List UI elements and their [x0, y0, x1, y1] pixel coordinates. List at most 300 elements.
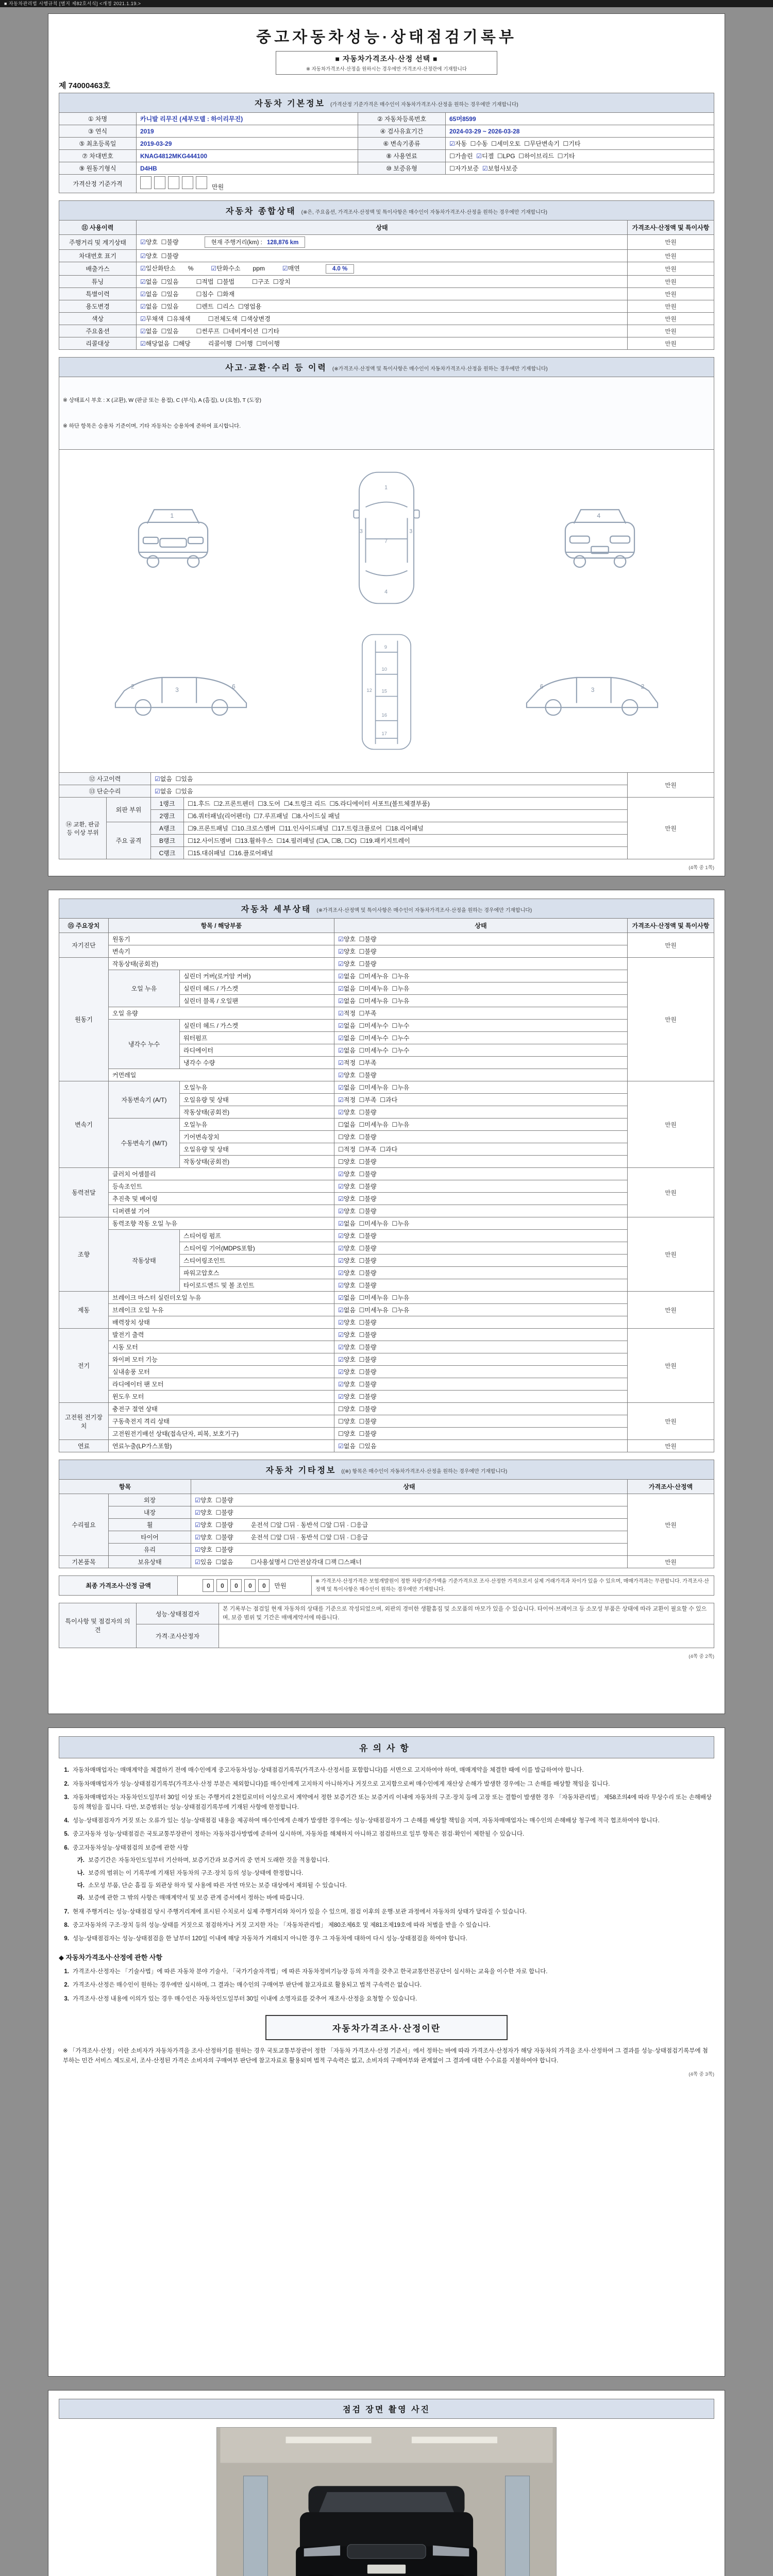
item-cell: 디퍼렌셜 기어: [109, 1205, 334, 1217]
accident-history-state: ☑없음 ☐있음: [151, 773, 628, 785]
row-label: 차대번호 표기: [59, 250, 137, 262]
checkbox-unchecked-icon: ☐: [392, 1047, 398, 1055]
amount-digit-box: 0: [216, 1579, 228, 1592]
item-cell: 워터펌프: [180, 1032, 334, 1044]
notice-text: 중고자동차 성능·상태점검은 국토교통부장관이 정하는 자동차검사방법에 준하여 실시하며, 자동차를 해체하지 아니하고 점검하므로 일부 항목은 점검·확인이 제한될 수 있습니다.: [73, 1831, 525, 1838]
checkbox-unchecked-icon: ☐: [392, 973, 398, 980]
inspection-photo-front: [216, 2427, 557, 2576]
checkbox-unchecked-icon: ☐: [338, 1133, 344, 1141]
section-title-note: (※은, 주요옵션, 가격조사·산정액 및 특이사항은 매수인이 자동차가격조사·산정을 원하는 경우에만 기재합니다): [301, 210, 547, 215]
checkbox-unchecked-icon: ☐: [217, 291, 223, 298]
checkbox-checked-icon: ☑: [338, 1195, 344, 1203]
group-cell: 수리필요: [59, 1494, 109, 1556]
opinion-text-1: 본 기록부는 점검일 현재 자동차의 상태를 기준으로 작성되었으며, 외판의 경미한 생활흠집 및 소모품의 마모가 있을 수 있습니다. 타이어·브레이크 등 소모성 부품은 상태에 따라 교환이 필요할 수 있으며, 보증 범위 및 기간은 매매계약서에 따릅니다.: [219, 1603, 714, 1624]
opinion-who-2: 가격·조사산정자: [137, 1624, 219, 1648]
inline-value-box: [205, 236, 306, 248]
checkbox-checked-icon: ☑: [338, 1393, 344, 1401]
checkbox-unchecked-icon: ☐: [215, 1546, 222, 1554]
checkbox-unchecked-icon: ☐: [392, 1035, 398, 1042]
table-row: [59, 150, 714, 162]
checkbox-checked-icon: ☑: [338, 985, 344, 993]
notices-title: 유의사항: [59, 1736, 714, 1758]
photos-title: 점검 장면 촬영 사진: [59, 2399, 714, 2419]
row-label: 특별이력: [59, 288, 137, 300]
table-row: [59, 822, 714, 835]
status-cell: ☑없음 ☐미세누수 ☐누수: [334, 1032, 628, 1044]
status-cell: ☑양호 ☐불량: [334, 1378, 628, 1391]
checkbox-group: ☑양호 ☐불량: [195, 1534, 233, 1541]
price-cell: 만원: [628, 1329, 714, 1403]
notice-text: 보증에 관한 그 밖의 사항은 매매계약서 및 보증 관계 증서에서 정하는 바에 따릅니다.: [88, 1895, 305, 1902]
table-row: [59, 1020, 714, 1032]
table-row: [59, 1353, 714, 1366]
item-cell: 고전원전기배선 상태(접속단자, 피복, 보호기구): [109, 1428, 334, 1440]
detail-title: [59, 899, 714, 919]
status-cell: [191, 1531, 628, 1544]
checkbox-unchecked-icon: ☐: [392, 1121, 398, 1129]
inline-value-box: [326, 264, 354, 274]
checkbox-unchecked-icon: ☐: [173, 340, 179, 347]
table-row: [59, 313, 714, 325]
page-footer: (4쪽 중 1쪽): [688, 865, 714, 871]
checkbox-unchecked-icon: ☐: [213, 800, 220, 808]
simple-repair-state: ☑없음 ☐있음: [151, 785, 628, 798]
checkbox-unchecked-icon: ☐: [359, 1232, 365, 1240]
checkbox-unchecked-icon: ☐: [283, 1521, 290, 1529]
status-cell: [191, 1556, 628, 1568]
table-row: [59, 1556, 714, 1568]
section-title-text: 자동차 기타정보: [265, 1466, 337, 1476]
checkbox-unchecked-icon: ☐: [231, 825, 238, 833]
status-cell: ☑양호 ☐불량: [334, 1242, 628, 1255]
row-label: 색상: [59, 313, 137, 325]
checkbox-unchecked-icon: ☐: [215, 1509, 222, 1517]
checkbox-unchecked-icon: ☐: [449, 152, 455, 160]
checkbox-group: ☑있음 ☐없음: [195, 1558, 233, 1566]
table-row: [59, 250, 714, 262]
svg-text:3: 3: [591, 686, 595, 694]
col-state: 상태: [191, 1480, 628, 1494]
device-cell: 제동: [59, 1292, 109, 1329]
status-cell: [191, 1519, 628, 1531]
notice-number: 라.: [77, 1895, 85, 1902]
notice-number: 1.: [64, 1767, 69, 1774]
price-cell: 만원: [628, 1292, 714, 1329]
checkbox-checked-icon: ☑: [140, 315, 146, 323]
checkbox-unchecked-icon: ☐: [252, 278, 258, 285]
status-cell: ☐양호 ☐불량: [334, 1131, 628, 1143]
field-value: D4HB: [137, 162, 358, 175]
checkbox-checked-icon: ☑: [282, 265, 288, 272]
checkbox-unchecked-icon: ☐: [344, 837, 350, 845]
final-price-digits: [203, 1582, 286, 1589]
checkbox-unchecked-icon: ☐: [392, 1307, 398, 1314]
subgroup-cell: 작동상태: [109, 1230, 180, 1292]
row-label: 용도변경: [59, 300, 137, 313]
checkbox-checked-icon: ☑: [338, 1319, 344, 1327]
status-cell: ☑양호 ☐불량: [334, 1230, 628, 1242]
checkbox-unchecked-icon: ☐: [276, 837, 282, 845]
price-cell: 만원: [628, 1403, 714, 1440]
checkbox-checked-icon: ☑: [338, 948, 344, 956]
checkbox-unchecked-icon: ☐: [333, 1534, 340, 1541]
status-cell: ☐양호 ☐불량: [334, 1428, 628, 1440]
col-price: 가격조사·산정액: [628, 1480, 714, 1494]
item-cell: 파워고압호스: [180, 1267, 334, 1279]
checkbox-unchecked-icon: ☐: [497, 152, 503, 160]
subgroup-cell: 자동변속기 (A/T): [109, 1081, 180, 1118]
other-info-table: [59, 1460, 714, 1568]
document-subnote: ※ 자동차가격조사·산정을 원하시는 경우에만 가격조사·산정란에 기재합니다: [306, 66, 467, 72]
car-diagram-row-1: [59, 464, 714, 612]
item-cell: 타이로드엔드 및 볼 조인트: [180, 1279, 334, 1292]
checkbox-unchecked-icon: ☐: [360, 837, 366, 845]
checkbox-unchecked-icon: ☐: [235, 837, 241, 845]
status-cell: ☐양호 ☐불량: [334, 1403, 628, 1415]
car-side-view-left-diagram: [109, 661, 253, 723]
opinion-row-1: [59, 1603, 714, 1624]
table-row: [59, 1316, 714, 1329]
checkbox-group: ☑해당없음 ☐해당: [140, 340, 191, 347]
checkbox-unchecked-icon: ☐: [175, 788, 181, 795]
price-cell: 만원: [628, 300, 714, 313]
item-cell: 시동 모터: [109, 1341, 334, 1353]
checkbox-unchecked-icon: ☐: [449, 165, 455, 172]
table-row: [59, 1341, 714, 1353]
checkbox-checked-icon: ☑: [338, 1331, 344, 1339]
item-cell: 실린더 커버(로커암 커버): [180, 970, 334, 982]
subgroup-cell: 냉각수 누수: [109, 1020, 180, 1069]
checkbox-unchecked-icon: ☐: [359, 1010, 365, 1018]
checkbox-unchecked-icon: ☐: [359, 973, 365, 980]
row-label: 주요옵션: [59, 325, 137, 337]
amount-unit: 만원: [212, 183, 224, 191]
checkbox-unchecked-icon: ☐: [331, 837, 337, 845]
table-row: [59, 1329, 714, 1341]
checkbox-unchecked-icon: ☐: [283, 1534, 290, 1541]
checkbox-checked-icon: ☑: [338, 1269, 344, 1277]
item-cell: 작동상태(공회전): [109, 958, 334, 970]
notice-number: 다.: [77, 1882, 85, 1889]
svg-text:15: 15: [381, 688, 388, 694]
checkbox-group: ☐전체도색 ☐색상변경: [208, 315, 271, 323]
checkbox-unchecked-icon: ☐: [273, 278, 279, 285]
status-cell: ☑양호 ☐불량: [334, 1366, 628, 1378]
rank-cell: C랭크: [151, 847, 184, 859]
item-cell: 오일유량 및 상태: [180, 1143, 334, 1156]
rank-items-cell: ☐12.사이드멤버 ☐13.휠하우스 ☐14.필러패널 (☐A, ☐B, ☐C) ☐19.패키지트레이: [184, 835, 628, 847]
item-cell: 기어변속장치: [180, 1131, 334, 1143]
status-cell: ☑없음 ☐미세누유 ☐누유: [334, 1217, 628, 1230]
car-front-view-diagram: [124, 499, 222, 577]
status-cell: ☑없음 ☐미세누유 ☐누유: [334, 1292, 628, 1304]
item-cell: 오일유량 및 상태: [180, 1094, 334, 1106]
notice-number: 1.: [64, 1968, 69, 1975]
final-price-amount: [178, 1576, 312, 1596]
checkbox-group: 리콜이행 ☐이행 ☐미이행: [208, 340, 280, 347]
checkbox-checked-icon: ☑: [140, 265, 146, 272]
document-subtitle: ■ 자동차가격조사·산정 선택 ■: [335, 55, 438, 63]
checkbox-checked-icon: ☑: [338, 1022, 344, 1030]
table-row: [59, 1292, 714, 1304]
col-price: 가격조사·산정액 및 특이사항: [628, 919, 714, 933]
checkbox-unchecked-icon: ☐: [359, 1072, 365, 1079]
notice-number: 2.: [64, 1982, 69, 1989]
checkbox-checked-icon: ☑: [338, 1035, 344, 1042]
item-cell: 유리: [109, 1544, 191, 1556]
item-cell: 스티어링 기어(MDPS포함): [180, 1242, 334, 1255]
notice-number: 8.: [64, 1922, 69, 1929]
item-cell: 작동상태(공회전): [180, 1156, 334, 1168]
item-cell: 등속조인트: [109, 1180, 334, 1193]
checkbox-group: ☑없음 ☐있음: [140, 291, 179, 298]
checkbox-checked-icon: ☑: [449, 140, 455, 147]
svg-text:9: 9: [384, 644, 387, 650]
car-diagram-row-2: [59, 626, 714, 758]
status-cell: [137, 337, 628, 350]
checkbox-checked-icon: ☑: [338, 1109, 344, 1116]
checkbox-checked-icon: ☑: [338, 1220, 344, 1228]
checkbox-group: ☑매연: [282, 265, 300, 272]
checkbox-unchecked-icon: ☐: [359, 1282, 365, 1290]
checkbox-group: ☑양호 ☐불량: [140, 252, 179, 260]
price-cell: 만원: [628, 798, 714, 859]
checkbox-checked-icon: ☑: [338, 1381, 344, 1388]
other-info-title: [59, 1460, 714, 1480]
item-cell: 추진축 및 베어링: [109, 1193, 334, 1205]
page-1: [48, 13, 725, 876]
price-cell: 만원: [628, 1440, 714, 1452]
table-row: [59, 162, 714, 175]
checkbox-group: ☑양호 ☐불량: [195, 1521, 233, 1529]
notice-subitem: [74, 1881, 714, 1890]
device-cell: 동력전달: [59, 1168, 109, 1217]
checkbox-group: ☑없음 ☐있음: [140, 303, 179, 310]
checkbox-unchecked-icon: ☐: [217, 278, 223, 285]
checkbox-unchecked-icon: ☐: [392, 1294, 398, 1302]
checkbox-unchecked-icon: ☐: [161, 328, 167, 335]
notice-text: 현재 주행거리는 성능·상태점검 당시 주행거리계에 표시된 수치로서 실제 주행거리와 차이가 있을 수 있으며, 점검 이후의 운행·보관 과정에서 자동차의 상태가 달라질 수 있습니다.: [73, 1908, 527, 1915]
checkbox-unchecked-icon: ☐: [359, 1368, 365, 1376]
checkbox-group: ☐적법 ☐불법: [196, 278, 235, 285]
svg-text:6: 6: [540, 683, 544, 690]
status-cell: [137, 313, 628, 325]
section-title-text: 자동차 종합상태: [226, 207, 296, 216]
section-title-note: (가격산정 기준가격은 매수인이 자동차가격조사·산정을 원하는 경우에만 기재합니다): [330, 102, 518, 108]
notice-item: [59, 1843, 714, 1853]
status-cell: [137, 288, 628, 300]
checkbox-unchecked-icon: ☐: [359, 1220, 365, 1228]
checkbox-unchecked-icon: ☐: [359, 1331, 365, 1339]
price-cell: 만원: [628, 235, 714, 250]
status-cell: ☑양호 ☐불량: [334, 1205, 628, 1217]
price-notices-list: [59, 1967, 714, 2004]
checkbox-unchecked-icon: ☐: [359, 948, 365, 956]
table-row: [59, 276, 714, 288]
field-value: ☐자가보증 ☑보험사보증: [446, 162, 714, 175]
field-label: ⑤ 최초등록일: [59, 138, 137, 150]
item-cell: 스티어링 펌프: [180, 1230, 334, 1242]
checkbox-unchecked-icon: ☐: [161, 303, 167, 310]
checkbox-unchecked-icon: ☐: [359, 1294, 365, 1302]
device-cell: 전기: [59, 1329, 109, 1403]
final-price-note: ※ 가격조사·산정가격은 보험개발원이 정한 차량기준가액을 기준가격으로 조사·산정한 가격으로서 실제 거래가격과 차이가 있을 수 있으며, 매매가격과는 무관합니다. 가격조사·산정액 및 특이사항은 매수인이 원하는 경우에만 기재합니다.: [312, 1576, 714, 1596]
accident-legend: [59, 377, 714, 450]
car-rear-view-diagram: [551, 499, 649, 577]
field-label: ⑨ 원동기형식: [59, 162, 137, 175]
table-row: [59, 262, 714, 276]
checkbox-unchecked-icon: ☐: [359, 1430, 365, 1438]
car-diagram-cell: [59, 450, 714, 773]
status-cell: ☑양호 ☐불량: [334, 1353, 628, 1366]
status-cell: ☑적정 ☐부족: [334, 1007, 628, 1020]
price-survey-select-box: [276, 51, 497, 75]
checkbox-checked-icon: ☑: [140, 239, 146, 246]
item-cell: 발전기 출력: [109, 1329, 334, 1341]
notice-item: [59, 1780, 714, 1789]
checkbox-unchecked-icon: ☐: [359, 1443, 365, 1450]
table-row: [59, 337, 714, 350]
col-price: 가격조사·산정액 및 특이사항: [628, 221, 714, 235]
amount-digit-box: 0: [258, 1579, 270, 1592]
checkbox-unchecked-icon: ☐: [283, 800, 290, 808]
checkbox-unchecked-icon: ☐: [359, 1195, 365, 1203]
checkbox-group: 운전석 ☐앞 ☐뒤 · 동반석 ☐앞 ☐뒤 · ☐응급: [250, 1521, 368, 1529]
col-use-history: ⑪ 사용이력: [59, 221, 137, 235]
checkbox-group: ☑양호 ☐불량: [195, 1509, 233, 1517]
checkbox-checked-icon: ☑: [338, 1059, 344, 1067]
checkbox-unchecked-icon: ☐: [217, 303, 223, 310]
notice-text: 가격조사·산정은 매수인이 원하는 경우에만 실시하며, 그 결과는 매수인의 구매여부 판단에 참고자료로 활용되고 법적 구속력은 없습니다.: [73, 1982, 422, 1989]
row-label: 리콜대상: [59, 337, 137, 350]
status-cell: [137, 250, 628, 262]
checkbox-checked-icon: ☑: [338, 1344, 344, 1351]
checkbox-unchecked-icon: ☐: [196, 278, 202, 285]
section-title-text: 사고·교환·수리 등 이력: [225, 364, 327, 372]
accident-price-cell: 만원: [628, 773, 714, 798]
checkbox-checked-icon: ☑: [140, 340, 146, 347]
checkbox-checked-icon: ☑: [338, 1072, 344, 1079]
simple-repair-label: ⑬ 단순수리: [59, 785, 151, 798]
notice-item: [59, 1793, 714, 1812]
notices-list: [59, 1766, 714, 1943]
section-title-note: (※가격조사·산정액 및 특이사항은 매수인이 자동차가격조사·산정을 원하는 경우에만 기재합니다): [332, 366, 548, 372]
notice-number: 나.: [77, 1870, 85, 1876]
table-row: [59, 958, 714, 970]
document-number: 제 74000463호: [59, 81, 110, 90]
checkbox-unchecked-icon: ☐: [338, 1121, 344, 1129]
svg-text:3: 3: [359, 528, 363, 535]
item-cell: 라디에이터: [180, 1044, 334, 1057]
checkbox-unchecked-icon: ☐: [380, 1146, 386, 1154]
table-row: [59, 325, 714, 337]
amount-digit-box: [168, 176, 179, 189]
checkbox-unchecked-icon: ☐: [359, 1183, 365, 1191]
field-value: 카니발 리무진 (세부모델 : 하이리무진): [137, 113, 358, 125]
checkbox-unchecked-icon: ☐: [332, 825, 338, 833]
section-title-note: (※가격조사·산정액 및 특이사항은 매수인이 자동차가격조사·산정을 원하는 경우에만 기재합니다): [316, 908, 532, 914]
table-row: [59, 1118, 714, 1131]
notice-item: [59, 1934, 714, 1943]
checkbox-unchecked-icon: ☐: [385, 825, 391, 833]
checkbox-unchecked-icon: ☐: [392, 1022, 398, 1030]
legend-line-2: ※ 하단 항목은 승용차 기준이며, 기타 자동차는 승용차에 준하여 표시합니다.: [63, 422, 241, 429]
item-cell: 실린더 블록 / 오일팬: [180, 995, 334, 1007]
checkbox-unchecked-icon: ☐: [359, 1208, 365, 1215]
status-cell: [137, 300, 628, 313]
row-label: 튜닝: [59, 276, 137, 288]
amount-digit-box: 0: [203, 1579, 214, 1592]
page-footer: (4쪽 중 3쪽): [688, 2071, 714, 2077]
item-cell: 타이어: [109, 1531, 191, 1544]
checkbox-checked-icon: ☑: [195, 1521, 200, 1529]
other-info-body: [59, 1494, 714, 1568]
rank-items-cell: ☐9.프론트패널 ☐10.크로스멤버 ☐11.인사이드패널 ☐17.트렁크플로어 ☐18.리어패널: [184, 822, 628, 835]
checkbox-unchecked-icon: ☐: [338, 1558, 344, 1566]
base-price-row: [59, 175, 714, 193]
field-label: ④ 검사유효기간: [358, 125, 446, 138]
svg-text:1: 1: [384, 484, 388, 491]
status-cell: ☑없음 ☐미세누유 ☐누유: [334, 995, 628, 1007]
table-row: [59, 798, 714, 810]
item-cell: 오일누유: [180, 1118, 334, 1131]
checkbox-unchecked-icon: ☐: [359, 1146, 365, 1154]
checkbox-checked-icon: ☑: [338, 997, 344, 1005]
checkbox-unchecked-icon: ☐: [359, 1269, 365, 1277]
item-cell: 와이퍼 모터 기능: [109, 1353, 334, 1366]
notice-text: 보증의 범위는 이 기록부에 기재된 자동차의 구조·장치 등의 성능·상태에 한정합니다.: [88, 1870, 304, 1876]
amount-digit-box: [182, 176, 193, 189]
status-cell: ☑없음 ☐미세누유 ☐누유: [334, 970, 628, 982]
notice-number: 5.: [64, 1831, 69, 1838]
notice-subitem: [74, 1869, 714, 1878]
checkbox-unchecked-icon: ☐: [250, 1558, 257, 1566]
checkbox-unchecked-icon: ☐: [359, 997, 365, 1005]
checkbox-group: ☑없음 ☐있음: [140, 328, 179, 335]
checkbox-checked-icon: ☑: [195, 1509, 200, 1517]
checkbox-unchecked-icon: ☐: [359, 936, 365, 943]
checkbox-unchecked-icon: ☐: [359, 985, 365, 993]
item-cell: 배력장치 상태: [109, 1316, 334, 1329]
status-cell: ☑양호 ☐불량: [334, 1391, 628, 1403]
field-value: ☑자동 ☐수동 ☐세미오토 ☐무단변속기 ☐기타: [446, 138, 714, 150]
device-cell: 자기진단: [59, 933, 109, 958]
table-row: [59, 1428, 714, 1440]
checkbox-unchecked-icon: ☐: [329, 800, 335, 808]
status-cell: ☐양호 ☐불량: [334, 1415, 628, 1428]
checkbox-checked-icon: ☑: [195, 1546, 200, 1554]
page-3: [48, 1727, 725, 2377]
status-cell: ☑없음 ☐미세누유 ☐누유: [334, 1304, 628, 1316]
checkbox-checked-icon: ☑: [338, 973, 344, 980]
item-cell: 브레이크 마스터 실린더오일 누유: [109, 1292, 334, 1304]
checkbox-group: ☑양호 ☐불량: [195, 1497, 233, 1504]
checkbox-group: ☐썬루프 ☐네비게이션 ☐기타: [196, 328, 280, 335]
subgroup-cell: 오일 누유: [109, 970, 180, 1007]
status-cell: ☐적정 ☐부족 ☐과다: [334, 1143, 628, 1156]
price-cell: 만원: [628, 1556, 714, 1568]
device-cell: 변속기: [59, 1081, 109, 1168]
opinion-table: [59, 1603, 714, 1648]
notice-item: [59, 1980, 714, 1990]
checkbox-unchecked-icon: ☐: [359, 1319, 365, 1327]
checkbox-checked-icon: ☑: [338, 1183, 344, 1191]
status-cell: ☑없음 ☐미세누유 ☐누유: [334, 982, 628, 995]
table-row: [59, 1378, 714, 1391]
inline-value: 128,876 km: [267, 240, 299, 246]
table-row: [59, 288, 714, 300]
amount-digit-box: [140, 176, 152, 189]
